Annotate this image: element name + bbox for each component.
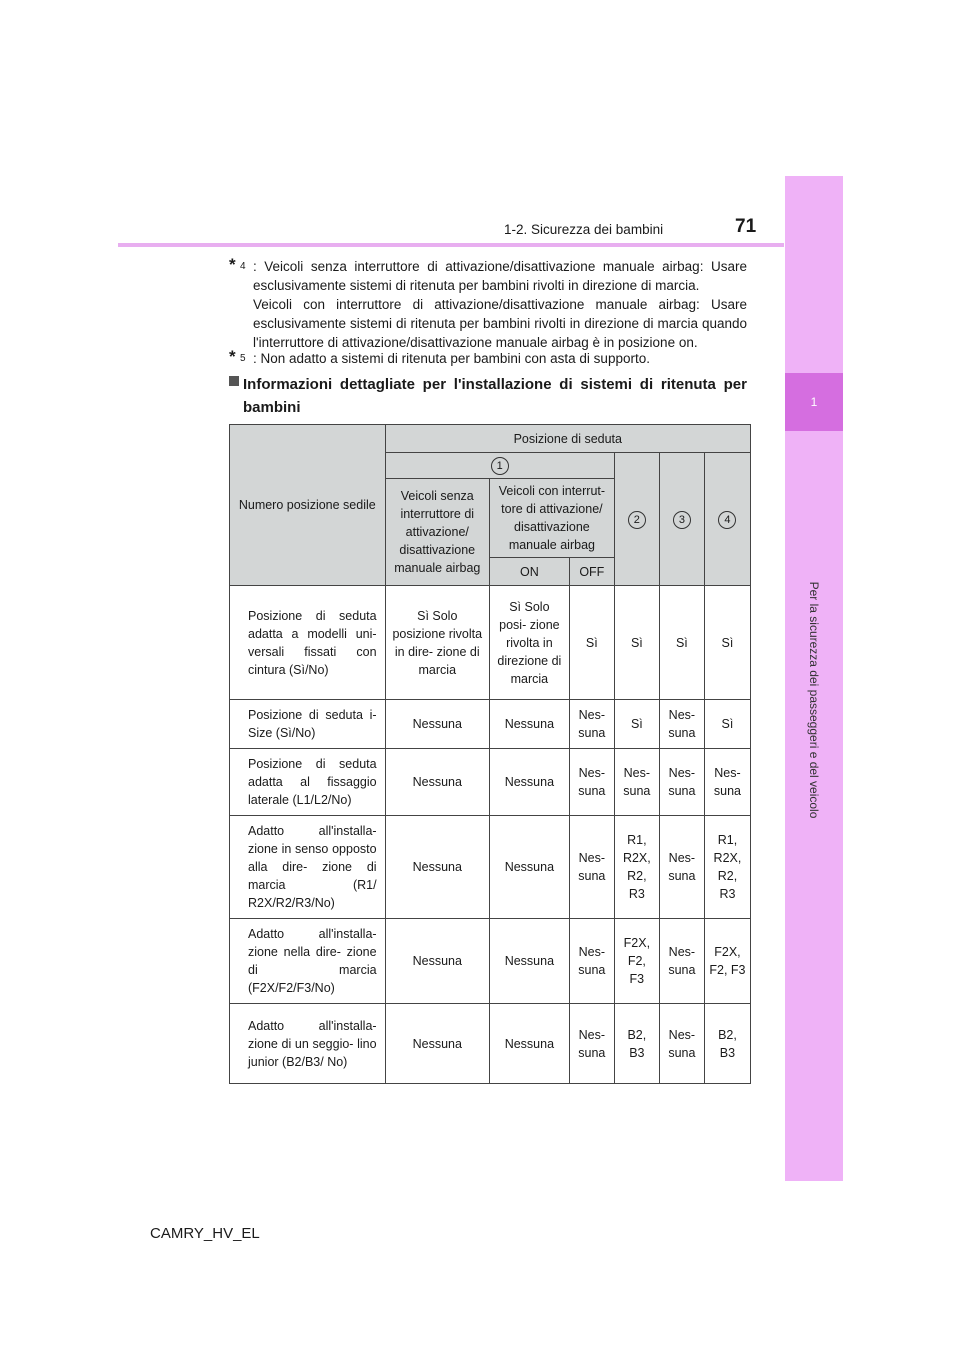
table-cell: R1, R2X, R2, R3 xyxy=(704,816,750,919)
header-seat-number: Numero posizione sedile xyxy=(230,425,386,586)
header-without-switch: Veicoli senza interruttore di attivazione/ disattivazione manuale airbag xyxy=(385,479,489,586)
header-divider xyxy=(118,243,784,247)
table-cell: Nessuna xyxy=(385,919,489,1004)
table-cell: Nessuna xyxy=(489,816,569,919)
header-position-3 xyxy=(659,453,704,586)
table-row xyxy=(230,700,751,749)
footnote-number: 4 xyxy=(240,261,246,272)
footnote-text: : Veicoli senza interruttore di attivazione/disattivazione manuale airbag: Usare esclusivamente sistemi di ritenuta per bambini rivolti in direzione di marcia. xyxy=(253,259,747,293)
table-cell: Sì xyxy=(659,586,704,700)
header-on: ON xyxy=(489,558,569,586)
table-row xyxy=(230,749,751,816)
footnote-number: 5 xyxy=(240,353,246,364)
table-cell: Sì xyxy=(704,700,750,749)
header-position-4 xyxy=(704,453,750,586)
section-heading xyxy=(229,373,747,419)
table-cell: R1, R2X, R2, R3 xyxy=(614,816,659,919)
table-row xyxy=(230,586,751,700)
table-cell: Nes- suna xyxy=(569,816,614,919)
position-4-badge: 4 xyxy=(718,511,736,529)
table-cell: Sì xyxy=(569,586,614,700)
table-cell: Nessuna xyxy=(489,700,569,749)
table-cell: Nes- suna xyxy=(659,749,704,816)
table-cell: Nes- suna xyxy=(614,749,659,816)
chapter-badge: 1 xyxy=(785,373,843,431)
table-cell: Nes- suna xyxy=(569,700,614,749)
table-cell: Nessuna xyxy=(385,749,489,816)
table-cell: Nes- suna xyxy=(569,749,614,816)
footnote-asterisk: * xyxy=(229,255,236,274)
table-cell: Sì Solo posizione rivolta in dire- zione di marcia xyxy=(385,586,489,700)
row-label: Posizione di seduta adatta al fissaggio laterale (L1/L2/No) xyxy=(230,749,386,816)
table-row xyxy=(230,919,751,1004)
header-with-switch: Veicoli con interrut- tore di attivazione/ disattivazione manuale airbag xyxy=(489,479,614,558)
table-cell: Sì Solo posi- zione rivolta in direzione di marcia xyxy=(489,586,569,700)
table-row xyxy=(230,1004,751,1084)
child-restraint-table xyxy=(229,424,751,1084)
table-cell: Sì xyxy=(614,700,659,749)
table-cell: B2, B3 xyxy=(614,1004,659,1084)
position-3-badge: 3 xyxy=(673,511,691,529)
bullet-square-icon xyxy=(229,376,239,386)
document-footer-code: CAMRY_HV_EL xyxy=(150,1225,260,1242)
table-cell: B2, B3 xyxy=(704,1004,750,1084)
section-title: 1-2. Sicurezza dei bambini xyxy=(504,222,664,237)
header-off: OFF xyxy=(569,558,614,586)
table-cell: F2X, F2, F3 xyxy=(704,919,750,1004)
footnote-text: : Non adatto a sistemi di ritenuta per bambini con asta di supporto. xyxy=(253,351,650,366)
position-1-badge: 1 xyxy=(491,457,509,475)
table-cell: Nessuna xyxy=(385,1004,489,1084)
table-cell: Nessuna xyxy=(385,816,489,919)
chapter-title-vertical: Per la sicurezza dei passeggeri e del veicolo xyxy=(807,581,821,819)
table-cell: F2X, F2, F3 xyxy=(614,919,659,1004)
table-cell: Nes- suna xyxy=(659,816,704,919)
header-seat-position: Posizione di seduta xyxy=(385,425,750,453)
table-cell: Nessuna xyxy=(385,700,489,749)
table-cell: Nes- suna xyxy=(704,749,750,816)
header-position-2 xyxy=(614,453,659,586)
page-number: 71 xyxy=(735,216,757,237)
row-label: Posizione di seduta adatta a modelli uni- versali fissati con cintura (Sì/No) xyxy=(230,586,386,700)
table-cell: Nes- suna xyxy=(569,919,614,1004)
table-cell: Nessuna xyxy=(489,919,569,1004)
table-cell: Sì xyxy=(614,586,659,700)
table-row xyxy=(230,816,751,919)
footnote-text: Veicoli con interruttore di attivazione/disattivazione manuale airbag: Usare esclusivamente sistemi di ritenuta per bambini rivolti in direzione di marcia quando l'interruttore di attivazione/disattivazione manuale airbag è in posizione on. xyxy=(253,297,747,350)
row-label: Adatto all'installa- zione nella dire- zione di marcia (F2X/F2/F3/No) xyxy=(230,919,386,1004)
row-label: Adatto all'installa- zione in senso opposto alla dire- zione di marcia (R1/ R2X/R2/R3/No) xyxy=(230,816,386,919)
footnote-5 xyxy=(229,349,747,368)
table-cell: Nes- suna xyxy=(659,1004,704,1084)
section-heading-text: Informazioni dettagliate per l'installazione di sistemi di ritenuta per bambini xyxy=(243,376,747,416)
footnote-asterisk: * xyxy=(229,347,236,366)
row-label: Adatto all'installa- zione di un seggio- lino junior (B2/B3/ No) xyxy=(230,1004,386,1084)
header-position-1 xyxy=(385,453,614,479)
table-cell: Nes- suna xyxy=(569,1004,614,1084)
table-cell: Nes- suna xyxy=(659,919,704,1004)
row-label: Posizione di seduta i-Size (Sì/No) xyxy=(230,700,386,749)
position-2-badge: 2 xyxy=(628,511,646,529)
table-cell: Sì xyxy=(704,586,750,700)
table-cell: Nes- suna xyxy=(659,700,704,749)
table-cell: Nessuna xyxy=(489,1004,569,1084)
table-cell: Nessuna xyxy=(489,749,569,816)
footnote-4 xyxy=(229,257,747,352)
